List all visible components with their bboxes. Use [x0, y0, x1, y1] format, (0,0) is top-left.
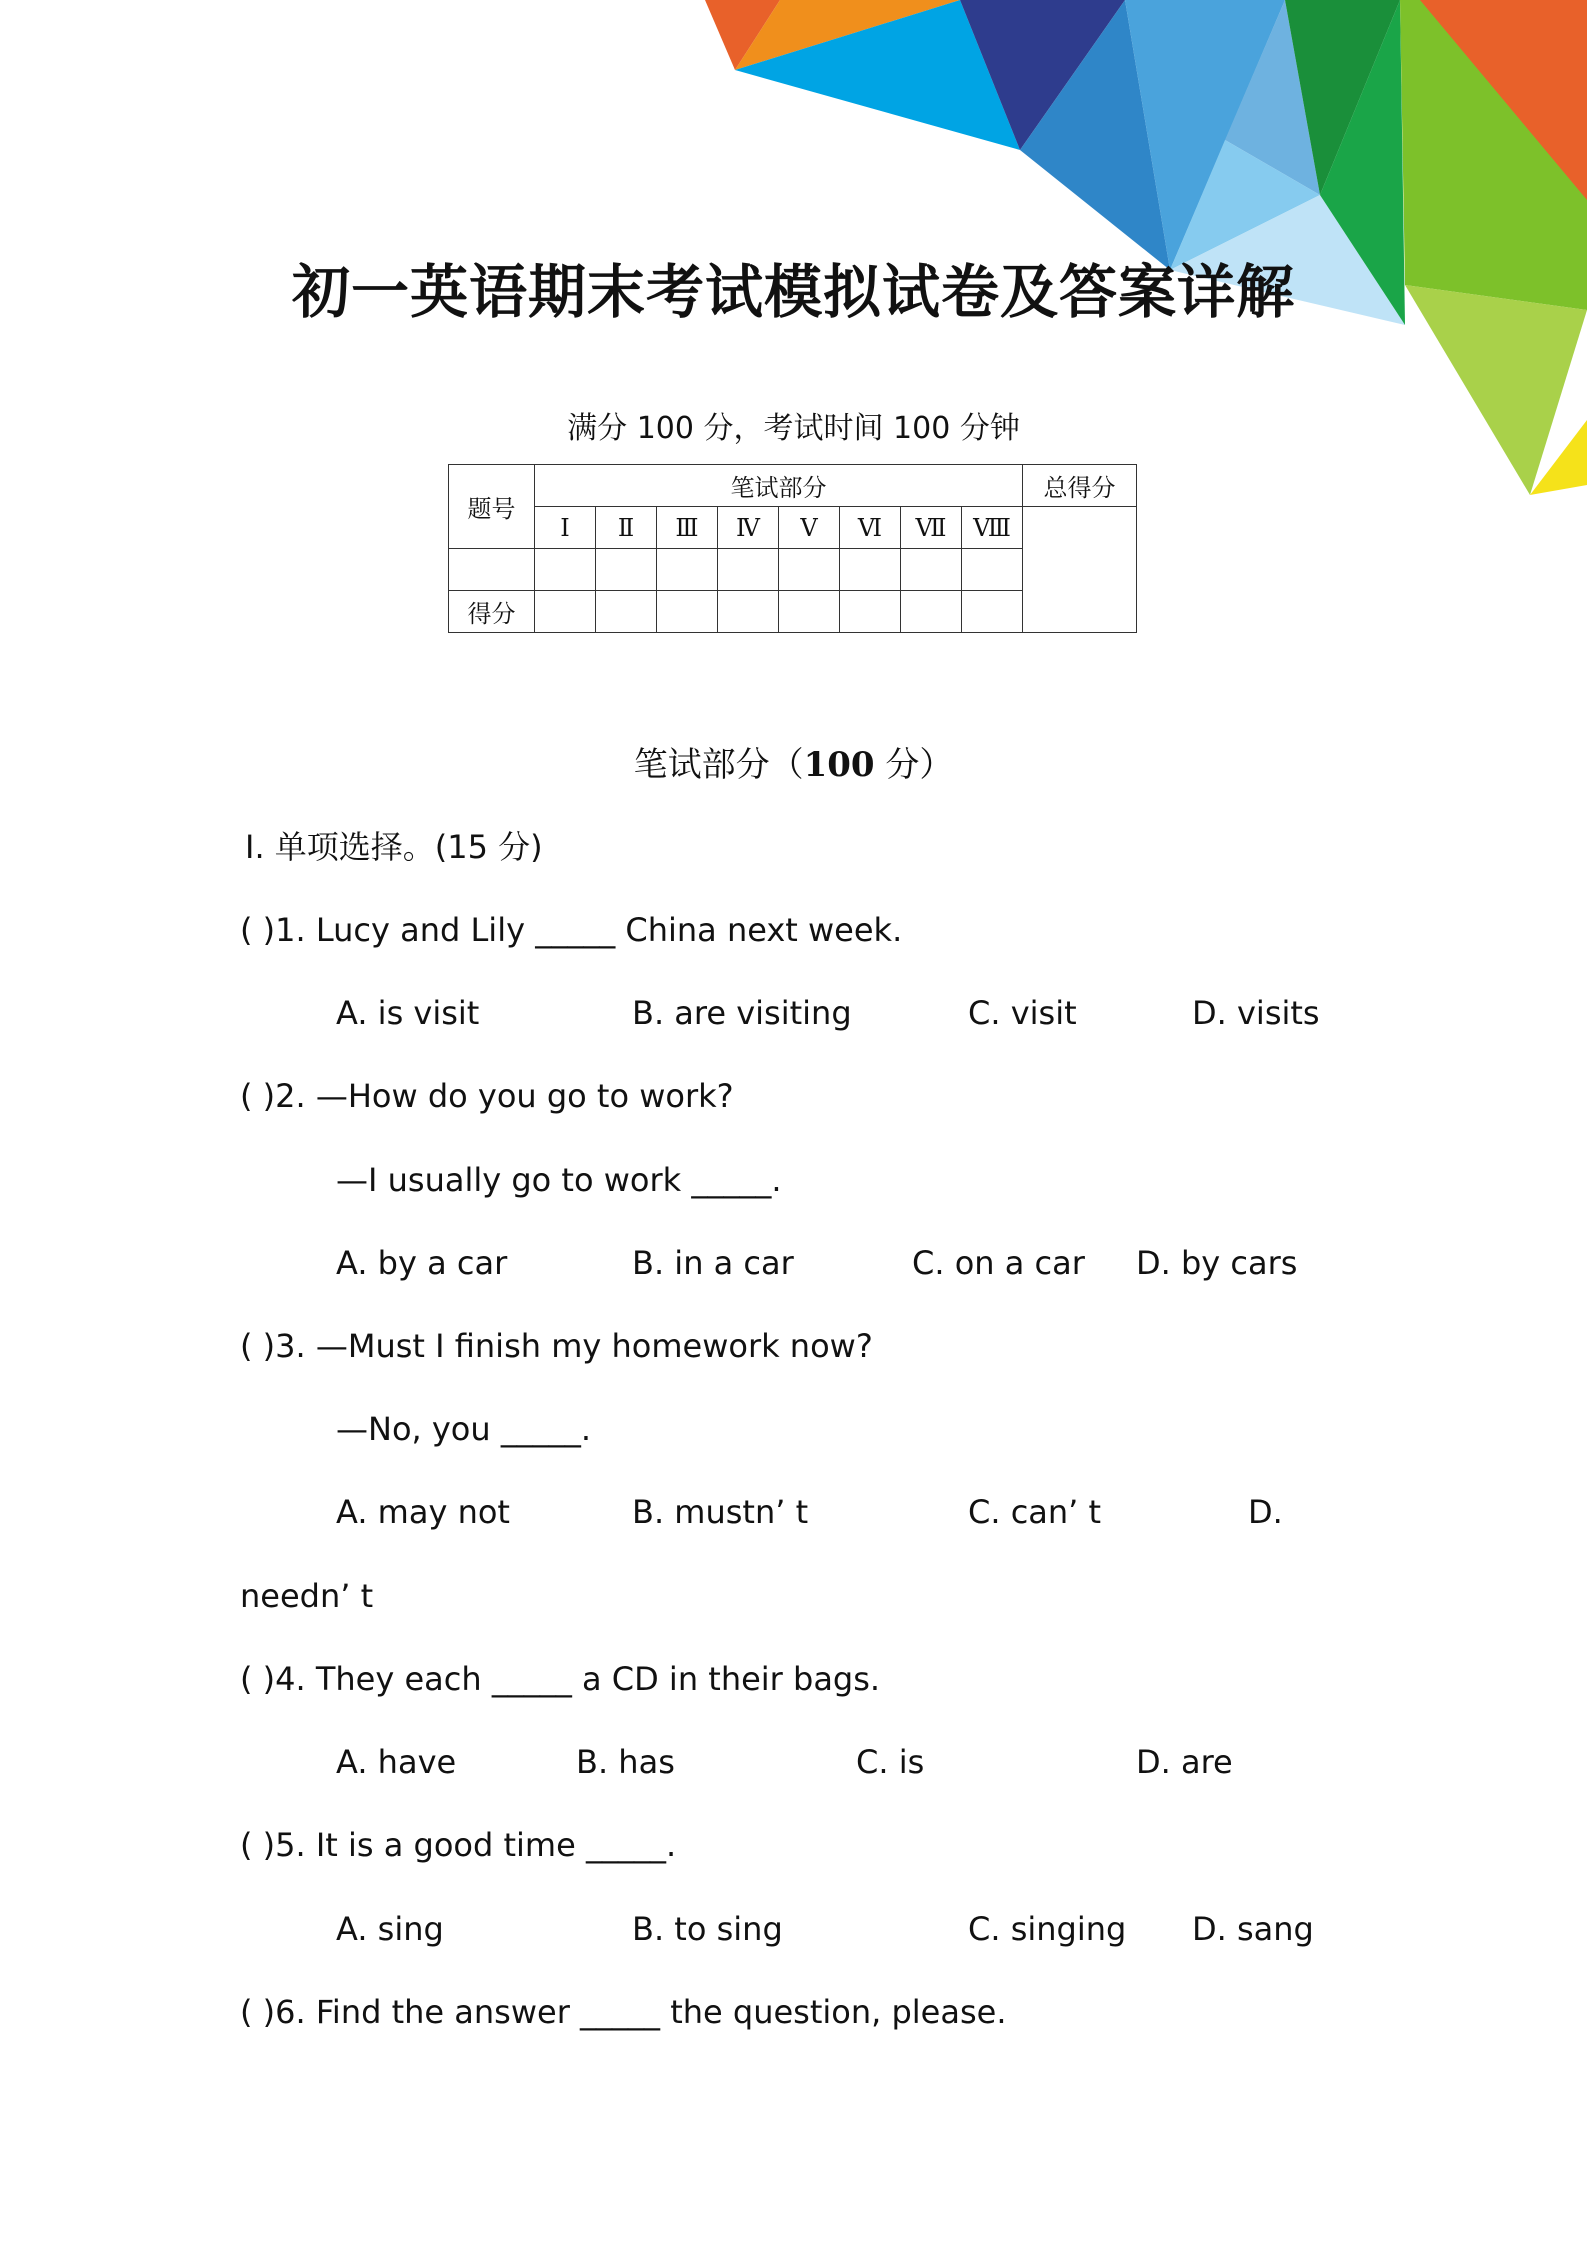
q1-option-a: A. is visit	[336, 994, 480, 1032]
numeral-cell: Ⅴ	[779, 507, 840, 549]
blank-cell[interactable]	[657, 549, 718, 591]
numeral-cell: Ⅱ	[596, 507, 657, 549]
blank-cell[interactable]	[718, 549, 779, 591]
numeral-cell: Ⅰ	[535, 507, 596, 549]
score-cell[interactable]	[840, 591, 901, 633]
exam-subtitle: 满分 100 分，考试时间 100 分钟	[567, 411, 1020, 446]
part1-heading: Ⅰ. 单项选择。(15 分)	[245, 828, 543, 866]
q2-option-c: C. on a car	[912, 1244, 1085, 1282]
score-cell[interactable]	[962, 591, 1023, 633]
numeral-cell: Ⅷ	[962, 507, 1023, 549]
question-2-response: —I usually go to work _____.	[336, 1161, 782, 1199]
section-title-prefix: 笔试部分（	[633, 745, 804, 785]
score-cell[interactable]	[596, 591, 657, 633]
q2-option-b: B. in a car	[632, 1244, 794, 1282]
score-cell[interactable]	[718, 591, 779, 633]
q1-option-b: B. are visiting	[632, 994, 852, 1032]
q4-option-c: C. is	[856, 1743, 925, 1781]
page-title: 初一英语期末考试模拟试卷及答案详解	[291, 258, 1295, 326]
q1-option-c: C. visit	[968, 994, 1077, 1032]
q4-option-b: B. has	[576, 1743, 675, 1781]
question-no-header: 题号	[449, 465, 535, 549]
section-title-suffix: 分）	[874, 745, 954, 785]
question-6-stem: ( )6. Find the answer _____ the question, please.	[240, 1993, 1007, 2031]
q3-option-c: C. can’ t	[968, 1493, 1102, 1531]
q1-option-d: D. visits	[1192, 994, 1320, 1032]
score-table	[448, 464, 1137, 633]
numeral-cell: Ⅵ	[840, 507, 901, 549]
q5-option-b: B. to sing	[632, 1910, 783, 1948]
blank-cell[interactable]	[901, 549, 962, 591]
question-5-stem: ( )5. It is a good time _____.	[240, 1826, 677, 1864]
section-title	[0, 737, 1587, 786]
q2-option-d: D. by cars	[1136, 1244, 1298, 1282]
numeral-cell: Ⅶ	[901, 507, 962, 549]
score-cell[interactable]	[535, 591, 596, 633]
blank-cell[interactable]	[596, 549, 657, 591]
numeral-cell: Ⅳ	[718, 507, 779, 549]
numeral-cell: Ⅲ	[657, 507, 718, 549]
score-cell[interactable]	[901, 591, 962, 633]
q3-option-d-text: needn’ t	[240, 1577, 374, 1615]
blank-cell	[449, 549, 535, 591]
score-cell[interactable]	[657, 591, 718, 633]
q3-option-b: B. mustn’ t	[632, 1493, 809, 1531]
q4-option-a: A. have	[336, 1743, 457, 1781]
total-score-cell[interactable]	[1023, 507, 1137, 633]
question-3-response: —No, you _____.	[336, 1410, 591, 1448]
blank-cell[interactable]	[840, 549, 901, 591]
total-score-header: 总得分	[1023, 465, 1137, 507]
q2-option-a: A. by a car	[336, 1244, 508, 1282]
q4-option-d: D. are	[1136, 1743, 1233, 1781]
blank-cell[interactable]	[962, 549, 1023, 591]
q3-option-a: A. may not	[336, 1493, 510, 1531]
q5-option-d: D. sang	[1192, 1910, 1314, 1948]
question-4-stem: ( )4. They each _____ a CD in their bags.	[240, 1660, 881, 1698]
question-2-stem: ( )2. —How do you go to work?	[240, 1077, 734, 1115]
blank-cell[interactable]	[779, 549, 840, 591]
question-1-stem: ( )1. Lucy and Lily _____ China next week.	[240, 911, 903, 949]
score-cell[interactable]	[779, 591, 840, 633]
q5-option-c: C. singing	[968, 1910, 1127, 1948]
question-3-stem: ( )3. —Must I finish my homework now?	[240, 1327, 873, 1365]
section-title-score: 100	[803, 745, 875, 785]
written-part-header: 笔试部分	[535, 465, 1023, 507]
blank-cell[interactable]	[535, 549, 596, 591]
q3-option-d: D.	[1248, 1493, 1283, 1531]
score-row-label: 得分	[449, 591, 535, 633]
q5-option-a: A. sing	[336, 1910, 444, 1948]
